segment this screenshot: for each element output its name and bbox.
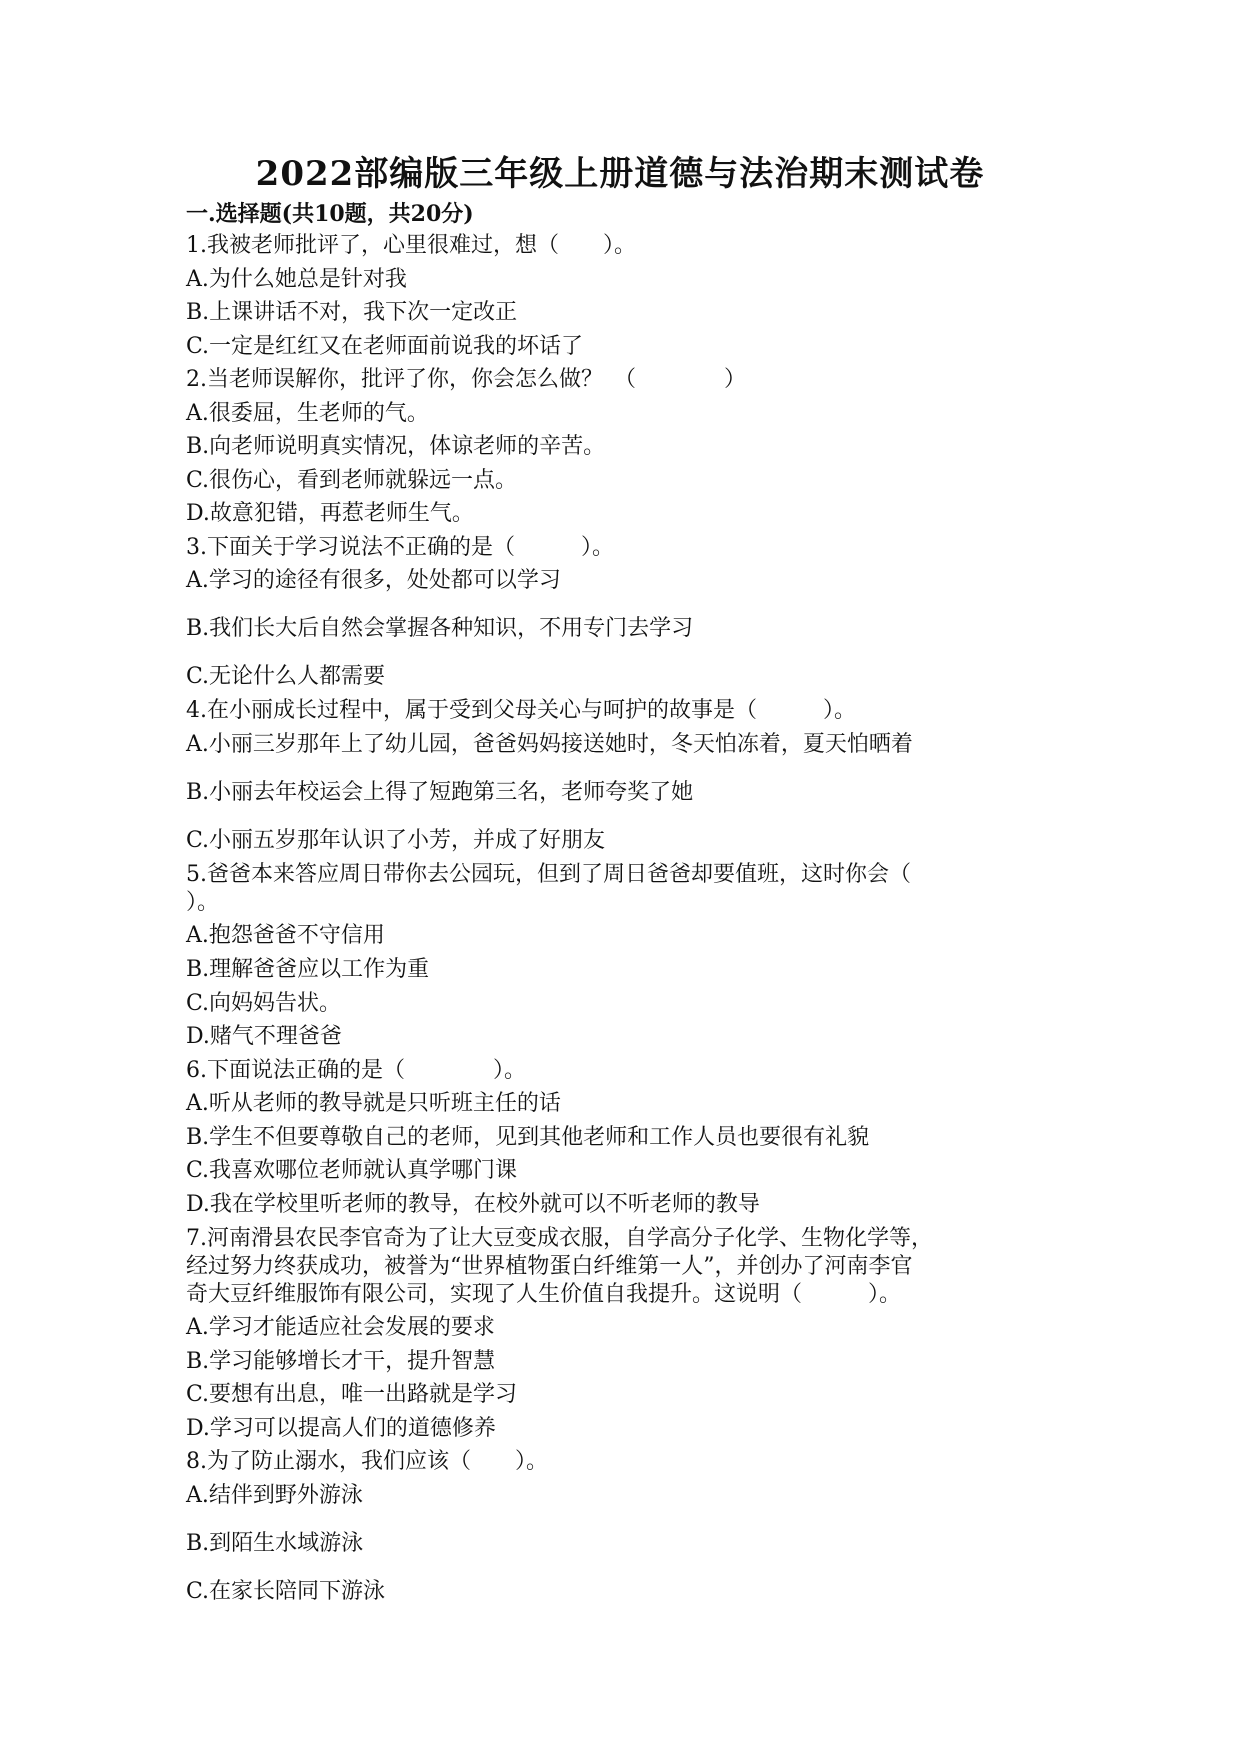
question-2-stem: 2.当老师误解你，批评了你，你会怎么做？ （ ）: [186, 367, 746, 392]
question-6-option-d: D.我在学校里听老师的教导，在校外就可以不听老师的教导: [186, 1192, 760, 1217]
question-7-option-d: D.学习可以提高人们的道德修养: [186, 1416, 496, 1441]
question-3-option-b: B.我们长大后自然会掌握各种知识，不用专门去学习: [186, 616, 694, 641]
question-1-option-b: B.上课讲话不对，我下次一定改正: [186, 300, 518, 325]
question-5-stem-line-2: ）。: [186, 890, 220, 915]
question-5-stem-line-1: 5.爸爸本来答应周日带你去公园玩，但到了周日爸爸却要值班，这时你会（: [186, 862, 911, 887]
question-3-option-c: C.无论什么人都需要: [186, 664, 386, 689]
question-4-option-b: B.小丽去年校运会上得了短跑第三名，老师夸奖了她: [186, 780, 694, 805]
question-1-option-c: C.一定是红红又在老师面前说我的坏话了: [186, 334, 584, 359]
question-3-option-a: A.学习的途径有很多，处处都可以学习: [186, 568, 561, 593]
question-8-option-c: C.在家长陪同下游泳: [186, 1579, 386, 1604]
question-6-option-c: C.我喜欢哪位老师就认真学哪门课: [186, 1158, 518, 1183]
question-5-option-b: B.理解爸爸应以工作为重: [186, 957, 430, 982]
question-2-option-b: B.向老师说明真实情况，体谅老师的辛苦。: [186, 434, 606, 459]
question-5-option-c: C.向妈妈告状。: [186, 991, 342, 1016]
question-2-option-d: D.故意犯错，再惹老师生气。: [186, 501, 474, 526]
question-8-option-b: B.到陌生水域游泳: [186, 1531, 364, 1556]
section-heading: 一.选择题(共10题，共20分): [186, 201, 474, 227]
question-1-option-a: A.为什么她总是针对我: [186, 267, 407, 292]
question-7-option-c: C.要想有出息，唯一出路就是学习: [186, 1382, 518, 1407]
question-7-stem-line-1: 7.河南滑县农民李官奇为了让大豆变成衣服，自学高分子化学、生物化学等，: [186, 1226, 933, 1251]
question-3-stem: 3.下面关于学习说法不正确的是（ ）。: [186, 535, 614, 560]
question-7-stem-line-3: 奇大豆纤维服饰有限公司，实现了人生价值自我提升。这说明（ ）。: [186, 1282, 902, 1307]
exam-title: 2022部编版三年级上册道德与法治期末测试卷: [255, 154, 985, 194]
question-8-option-a: A.结伴到野外游泳: [186, 1483, 363, 1508]
question-4-option-a: A.小丽三岁那年上了幼儿园，爸爸妈妈接送她时，冬天怕冻着，夏天怕晒着: [186, 732, 913, 757]
question-7-option-a: A.学习才能适应社会发展的要求: [186, 1315, 495, 1340]
question-4-stem: 4.在小丽成长过程中，属于受到父母关心与呵护的故事是（ ）。: [186, 698, 856, 723]
question-6-option-b: B.学生不但要尊敬自己的老师，见到其他老师和工作人员也要很有礼貌: [186, 1125, 870, 1150]
question-2-option-a: A.很委屈，生老师的气。: [186, 401, 429, 426]
question-5-option-d: D.赌气不理爸爸: [186, 1024, 342, 1049]
question-2-option-c: C.很伤心，看到老师就躲远一点。: [186, 468, 518, 493]
question-6-option-a: A.听从老师的教导就是只听班主任的话: [186, 1091, 561, 1116]
question-5-option-a: A.抱怨爸爸不守信用: [186, 923, 385, 948]
question-7-option-b: B.学习能够增长才干，提升智慧: [186, 1349, 496, 1374]
question-4-option-c: C.小丽五岁那年认识了小芳，并成了好朋友: [186, 828, 606, 853]
question-6-stem: 6.下面说法正确的是（ ）。: [186, 1058, 526, 1083]
question-7-stem-line-2: 经过努力终获成功，被誉为“世界植物蛋白纤维第一人”，并创办了河南李官: [186, 1254, 913, 1279]
question-1-stem: 1.我被老师批评了，心里很难过，想（ ）。: [186, 233, 636, 258]
question-8-stem: 8.为了防止溺水，我们应该（ ）。: [186, 1449, 548, 1474]
